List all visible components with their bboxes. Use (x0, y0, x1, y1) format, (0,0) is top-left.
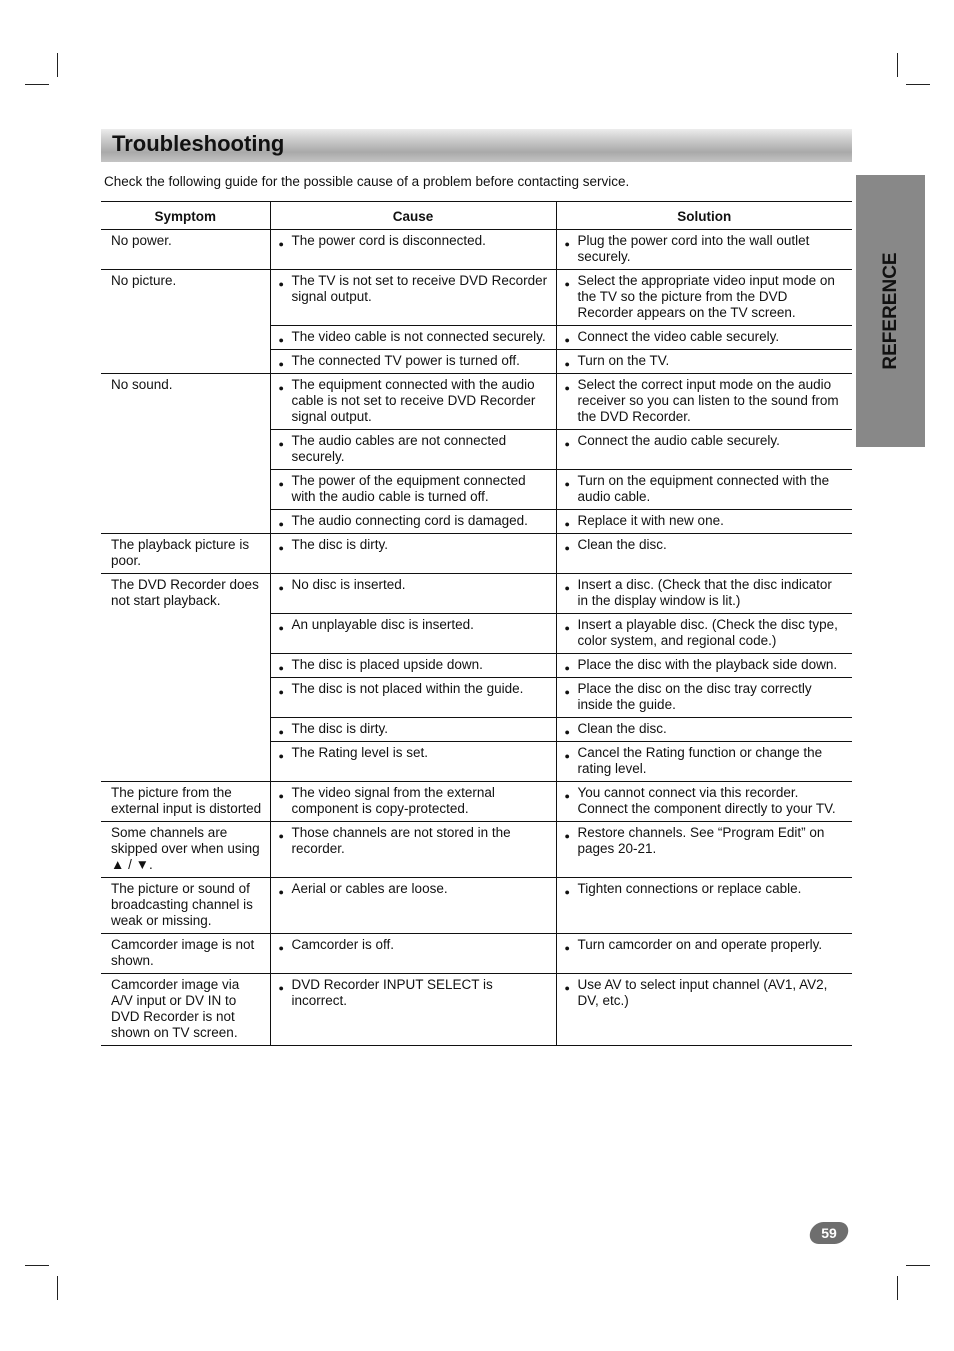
solution-cell (556, 534, 852, 574)
bullet-icon: ● (564, 359, 570, 369)
bullet-icon: ● (564, 335, 570, 345)
cause-cell (270, 510, 556, 534)
solution-cell (556, 974, 852, 1046)
solution-cell (556, 430, 852, 470)
side-tab-label: REFERENCE (879, 252, 901, 370)
bullet-icon: ● (278, 519, 284, 529)
bullet-icon: ● (564, 663, 570, 673)
bullet-icon: ● (278, 543, 284, 553)
cause-text: Camcorder is off. (291, 937, 395, 952)
symptom-cell: No picture. (101, 270, 270, 374)
cause-cell (270, 350, 556, 374)
bullet-icon: ● (278, 359, 284, 369)
cause-text: No disc is inserted. (291, 577, 406, 592)
bullet-icon: ● (278, 791, 284, 801)
cause-cell (270, 326, 556, 350)
table-row (101, 878, 852, 934)
symptom-cell: The picture or sound of broadcasting channel is weak or missing. (101, 878, 270, 934)
section-side-tab (856, 175, 925, 447)
bullet-icon: ● (564, 751, 570, 761)
bullet-icon: ● (278, 583, 284, 593)
solution-text: Insert a playable disc. (Check the disc type, color system, and regional code.) (577, 617, 838, 648)
symptom-cell: Camcorder image is not shown. (101, 934, 270, 974)
page-title: Troubleshooting (112, 131, 285, 156)
solution-cell (556, 470, 852, 510)
cause-text: The audio connecting cord is damaged. (291, 513, 528, 528)
table-row (101, 782, 852, 822)
bullet-icon: ● (278, 887, 284, 897)
table-header-row (101, 202, 852, 230)
symptom-cell: The playback picture is poor. (101, 534, 270, 574)
solution-text: You cannot connect via this recorder. Connect the component directly to your TV. (577, 785, 836, 816)
cause-cell (270, 614, 556, 654)
page-number: 59 (821, 1225, 837, 1241)
table-row (101, 934, 852, 974)
bullet-icon: ● (564, 983, 570, 993)
bullet-icon: ● (564, 727, 570, 737)
cause-cell (270, 718, 556, 742)
solution-cell (556, 878, 852, 934)
solution-text: Select the appropriate video input mode on the TV so the picture from the DVD Recorder appears on the TV screen. (577, 273, 835, 320)
cause-cell (270, 270, 556, 326)
column-header-solution: Solution (556, 202, 852, 230)
crop-mark (25, 1265, 49, 1266)
bullet-icon: ● (278, 983, 284, 993)
solution-cell (556, 654, 852, 678)
cause-cell (270, 534, 556, 574)
solution-cell (556, 782, 852, 822)
cause-cell (270, 974, 556, 1046)
bullet-icon: ● (278, 239, 284, 249)
crop-mark (897, 53, 898, 77)
bullet-icon: ● (564, 239, 570, 249)
cause-cell (270, 934, 556, 974)
bullet-icon: ● (564, 943, 570, 953)
bullet-icon: ● (564, 791, 570, 801)
cause-text: The video cable is not connected securely. (291, 329, 546, 344)
column-header-cause: Cause (270, 202, 556, 230)
table-body (101, 230, 852, 1046)
cause-text: The disc is dirty. (291, 721, 389, 736)
solution-text: Insert a disc. (Check that the disc indicator in the display window is lit.) (577, 577, 832, 608)
cause-text: The Rating level is set. (291, 745, 429, 760)
crop-mark (57, 53, 58, 77)
bullet-icon: ● (564, 279, 570, 289)
symptom-cell: The DVD Recorder does not start playback. (101, 574, 270, 782)
cause-text: The connected TV power is turned off. (291, 353, 520, 368)
cause-text: The disc is dirty. (291, 537, 389, 552)
solution-text: Clean the disc. (577, 537, 667, 552)
cause-cell (270, 678, 556, 718)
cause-cell (270, 822, 556, 878)
solution-cell (556, 230, 852, 270)
intro-text: Check the following guide for the possible cause of a problem before contacting service. (104, 174, 630, 189)
solution-text: Place the disc on the disc tray correctly inside the guide. (577, 681, 812, 712)
solution-cell (556, 678, 852, 718)
bullet-icon: ● (278, 279, 284, 289)
page-number-badge (808, 1222, 851, 1244)
cause-cell (270, 878, 556, 934)
solution-cell (556, 510, 852, 534)
cause-text: The TV is not set to receive DVD Recorder signal output. (291, 273, 548, 304)
cause-text: The power of the equipment connected with the audio cable is turned off. (291, 473, 526, 504)
cause-text: The power cord is disconnected. (291, 233, 486, 248)
solution-text: Select the correct input mode on the audio receiver so you can listen to the sound from the DVD Recorder. (577, 377, 839, 424)
table-row (101, 270, 852, 326)
cause-cell (270, 374, 556, 430)
cause-text: The equipment connected with the audio cable is not set to receive DVD Recorder signal output. (291, 377, 536, 424)
bullet-icon: ● (278, 623, 284, 633)
solution-text: Clean the disc. (577, 721, 667, 736)
cause-cell (270, 782, 556, 822)
solution-text: Turn on the equipment connected with the audio cable. (577, 473, 830, 504)
solution-cell (556, 822, 852, 878)
bullet-icon: ● (278, 727, 284, 737)
bullet-icon: ● (278, 663, 284, 673)
solution-text: Cancel the Rating function or change the rating level. (577, 745, 823, 776)
cause-cell (270, 742, 556, 782)
solution-text: Use AV to select input channel (AV1, AV2, DV, etc.) (577, 977, 828, 1008)
bullet-icon: ● (278, 687, 284, 697)
solution-cell (556, 742, 852, 782)
bullet-icon: ● (564, 687, 570, 697)
symptom-cell: Some channels are skipped over when using ▲ / ▼. (101, 822, 270, 878)
table-row (101, 574, 852, 614)
crop-mark (906, 1265, 930, 1266)
bullet-icon: ● (564, 583, 570, 593)
solution-text: Connect the video cable securely. (577, 329, 780, 344)
table-row (101, 230, 852, 270)
cause-text: The disc is placed upside down. (291, 657, 483, 672)
table-row (101, 974, 852, 1046)
solution-text: Restore channels. See “Program Edit” on pages 20-21. (577, 825, 825, 856)
table-row (101, 822, 852, 878)
cause-text: The audio cables are not connected securely. (291, 433, 507, 464)
symptom-cell: No sound. (101, 374, 270, 534)
symptom-cell: No power. (101, 230, 270, 270)
cause-text: Aerial or cables are loose. (291, 881, 448, 896)
cause-text: DVD Recorder INPUT SELECT is incorrect. (291, 977, 493, 1008)
bullet-icon: ● (564, 519, 570, 529)
bullet-icon: ● (278, 383, 284, 393)
bullet-icon: ● (564, 439, 570, 449)
solution-text: Turn camcorder on and operate properly. (577, 937, 823, 952)
solution-cell (556, 934, 852, 974)
solution-cell (556, 350, 852, 374)
crop-mark (906, 84, 930, 85)
bullet-icon: ● (278, 831, 284, 841)
cause-cell (270, 574, 556, 614)
solution-text: Replace it with new one. (577, 513, 724, 528)
solution-cell (556, 574, 852, 614)
solution-text: Connect the audio cable securely. (577, 433, 780, 448)
cause-text: An unplayable disc is inserted. (291, 617, 474, 632)
table-row (101, 534, 852, 574)
cause-cell (270, 470, 556, 510)
cause-text: The disc is not placed within the guide. (291, 681, 524, 696)
bullet-icon: ● (564, 623, 570, 633)
solution-text: Place the disc with the playback side down. (577, 657, 838, 672)
symptom-cell: Camcorder image via A/V input or DV IN to DVD Recorder is not shown on TV screen. (101, 974, 270, 1046)
cause-cell (270, 654, 556, 678)
cause-cell (270, 430, 556, 470)
crop-mark (57, 1276, 58, 1300)
solution-text: Tighten connections or replace cable. (577, 881, 802, 896)
table-row (101, 374, 852, 430)
cause-text: Those channels are not stored in the recorder. (291, 825, 511, 856)
crop-mark (25, 84, 49, 85)
solution-text: Turn on the TV. (577, 353, 670, 368)
bullet-icon: ● (564, 543, 570, 553)
bullet-icon: ● (278, 943, 284, 953)
symptom-cell: The picture from the external input is distorted (101, 782, 270, 822)
solution-cell (556, 326, 852, 350)
bullet-icon: ● (278, 751, 284, 761)
title-banner (101, 129, 852, 162)
solution-cell (556, 718, 852, 742)
solution-text: Plug the power cord into the wall outlet securely. (577, 233, 810, 264)
solution-cell (556, 270, 852, 326)
cause-cell (270, 230, 556, 270)
crop-mark (897, 1276, 898, 1300)
solution-cell (556, 374, 852, 430)
solution-cell (556, 614, 852, 654)
bullet-icon: ● (564, 479, 570, 489)
bullet-icon: ● (564, 831, 570, 841)
cause-text: The video signal from the external component is copy-protected. (291, 785, 495, 816)
column-header-symptom: Symptom (101, 202, 270, 230)
bullet-icon: ● (564, 887, 570, 897)
troubleshooting-table (101, 201, 852, 1046)
bullet-icon: ● (278, 335, 284, 345)
bullet-icon: ● (564, 383, 570, 393)
bullet-icon: ● (278, 439, 284, 449)
bullet-icon: ● (278, 479, 284, 489)
